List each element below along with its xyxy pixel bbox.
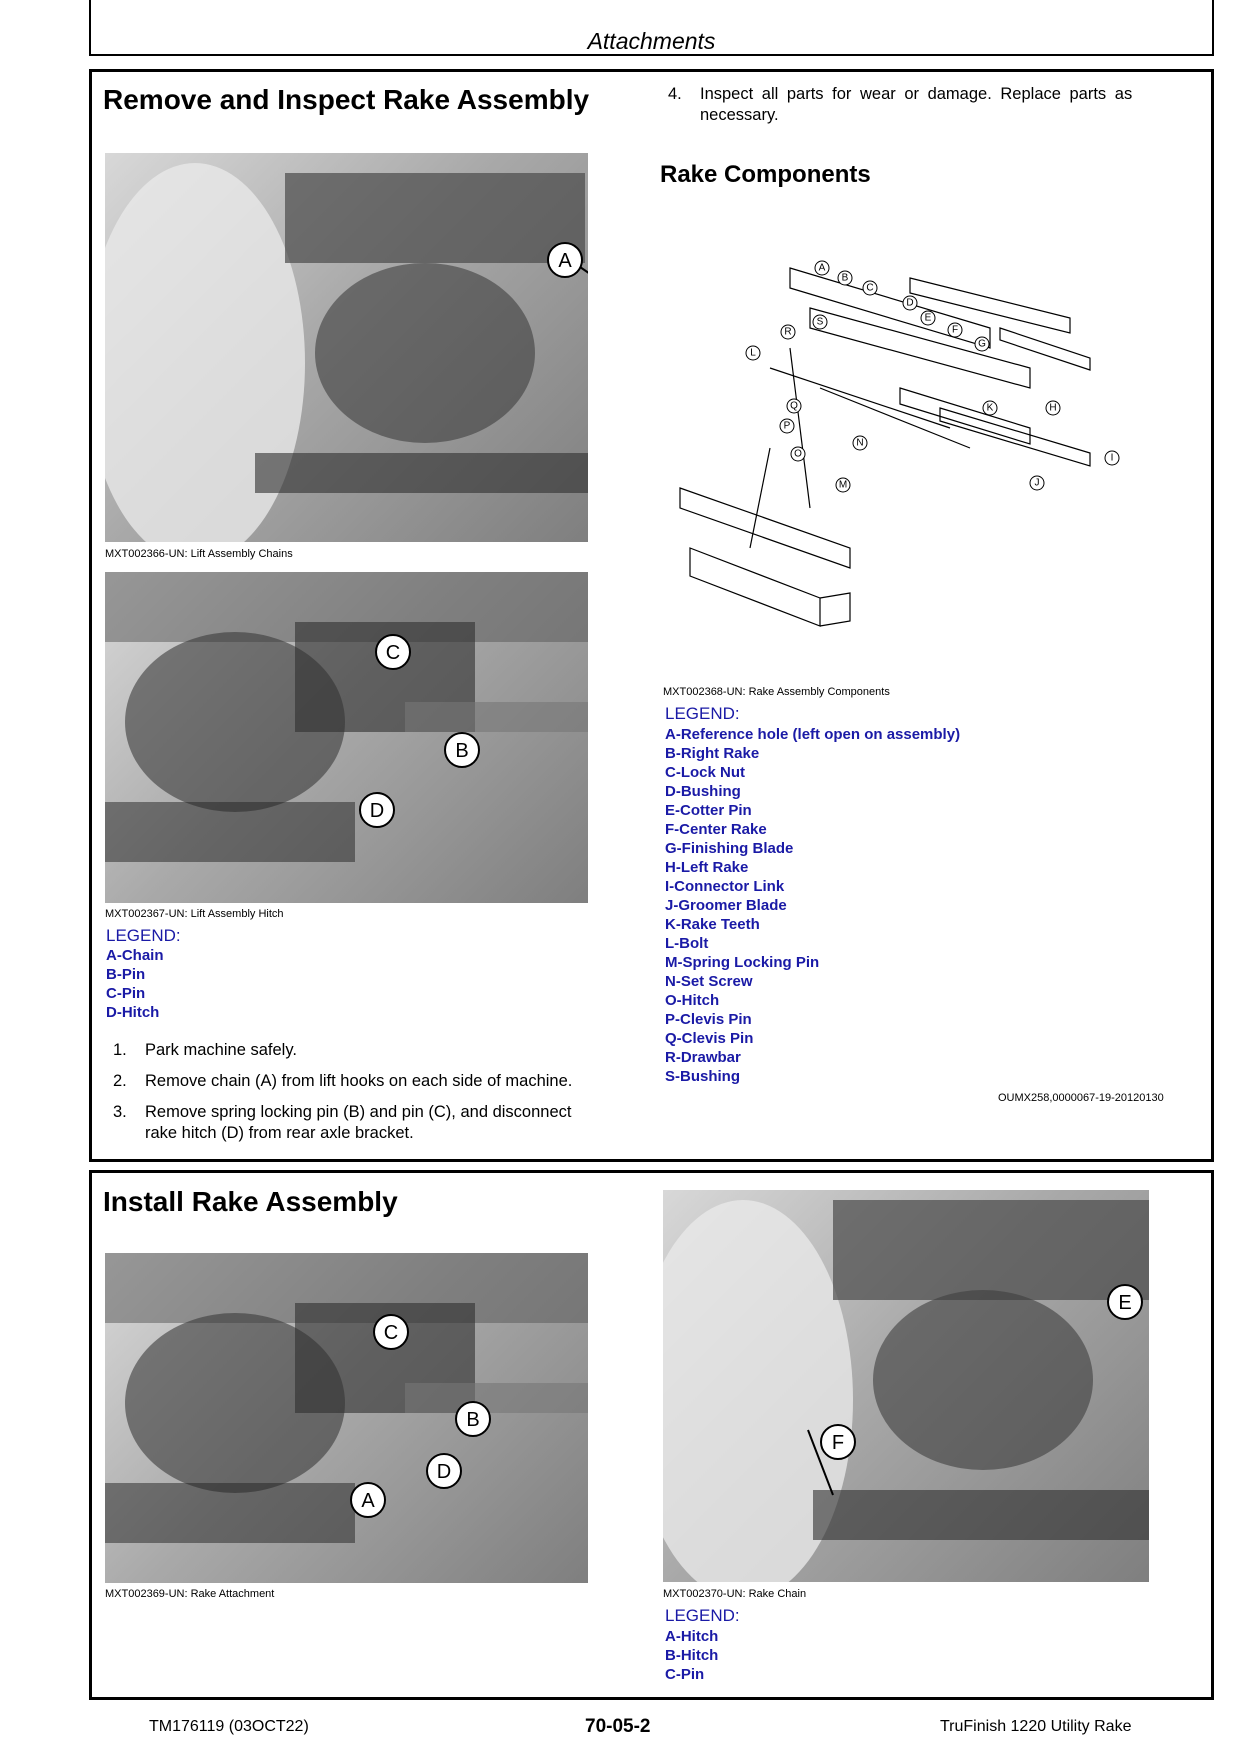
footer-doc-id: TM176119 (03OCT22) [149,1718,309,1735]
legend2-title: LEGEND: [665,704,740,723]
svg-text:B: B [455,740,469,762]
svg-text:F: F [831,1432,845,1454]
legend2-item: K-Rake Teeth [665,916,760,933]
callout-b-install [453,1399,493,1439]
legend2-item: I-Connector Link [665,878,785,895]
callout-a [545,240,585,280]
step-text: Remove chain (A) from lift hooks on each side of machine. [145,1072,573,1090]
svg-text:N: N [856,437,864,449]
step-4 [668,84,1203,128]
svg-text:A: A [558,250,572,272]
legend2-item: F-Center Rake [665,821,767,838]
step-3 [113,1102,653,1146]
figure2-caption: MXT002367-UN: Lift Assembly Hitch [105,908,284,920]
legend2-item: Q-Clevis Pin [665,1030,754,1047]
photo-rake-attachment [105,1253,588,1583]
svg-text:S: S [816,316,824,328]
svg-text:E: E [924,312,932,324]
photo-rake-chain-art [663,1190,1149,1582]
step-text: necessary. [700,106,779,124]
photo-lift-assembly-chains-art [105,153,588,542]
svg-text:D: D [369,800,385,822]
svg-text:L: L [750,347,756,359]
callout-d-install [424,1451,464,1491]
legend1-item: A-Chain [106,947,164,964]
photo-lift-assembly-hitch-art [105,572,588,903]
step-text: Remove spring locking pin (B) and pin (C), and disconnect [145,1103,572,1121]
photo-rake-attachment-art [105,1253,588,1583]
step-number: 1. [113,1041,127,1059]
legend1-item: B-Pin [106,966,146,983]
step-text: Inspect all parts for wear or damage. Replace parts as [700,85,1133,103]
section2-title: Install Rake Assembly [103,1186,398,1217]
svg-text:R: R [784,326,792,338]
legend3-title: LEGEND: [665,1606,740,1625]
figure5-caption: MXT002370-UN: Rake Chain [663,1588,807,1600]
step-text: Park machine safely. [145,1041,297,1059]
step-2 [113,1071,653,1093]
photo-lift-assembly-hitch [105,572,588,903]
svg-text:D: D [906,297,914,309]
legend2-item: D-Bushing [665,783,741,800]
callout-e [1105,1282,1145,1322]
legend2-item: E-Cotter Pin [665,802,752,819]
svg-text:C: C [385,642,401,664]
step-number: 3. [113,1103,127,1121]
svg-text:Q: Q [790,400,798,412]
svg-text:O: O [794,448,802,460]
footer-page-number: 70-05-2 [585,1716,651,1737]
legend2-item: P-Clevis Pin [665,1011,752,1028]
photo-rake-chain [663,1190,1149,1582]
page-header-title: Attachments [587,28,716,54]
svg-text:P: P [783,420,791,432]
legend1-item: D-Hitch [106,1004,160,1021]
svg-text:M: M [838,479,848,491]
svg-text:F: F [951,324,959,336]
section1-title: Remove and Inspect Rake Assembly [103,84,590,115]
svg-text:C: C [866,282,874,294]
callout-a-install [348,1480,388,1520]
svg-text:H: H [1049,402,1057,414]
rake-components-diagram [670,248,1120,658]
step-1 [113,1040,653,1062]
legend3-item: C-Pin [665,1666,705,1683]
svg-text:A: A [361,1490,375,1512]
legend2-item: B-Right Rake [665,745,760,762]
callout-d [357,790,397,830]
legend2-item: C-Lock Nut [665,764,745,781]
legend2-item: N-Set Screw [665,973,753,990]
step-number: 2. [113,1072,127,1090]
legend3-item: A-Hitch [665,1628,719,1645]
legend2-item: A-Reference hole (left open on assembly) [665,726,961,743]
callout-b [442,730,482,770]
legend1-item: C-Pin [106,985,146,1002]
figure3-caption: MXT002368-UN: Rake Assembly Components [663,686,890,698]
legend2-item: J-Groomer Blade [665,897,787,914]
legend2-list [665,725,960,1086]
svg-text:I: I [1110,452,1114,464]
legend2-item: S-Bushing [665,1068,740,1085]
legend2-item: R-Drawbar [665,1049,741,1066]
svg-text:C: C [383,1322,399,1344]
callout-c [373,632,413,672]
legend1-list [106,946,164,1022]
legend2-item: L-Bolt [665,935,709,952]
figure4-caption: MXT002369-UN: Rake Attachment [105,1588,275,1600]
svg-text:K: K [986,402,994,414]
legend2-item: O-Hitch [665,992,720,1009]
footer-product-name: TruFinish 1220 Utility Rake [940,1718,1132,1735]
legend2-item: H-Left Rake [665,859,749,876]
legend2-item: G-Finishing Blade [665,840,794,857]
figure1-caption: MXT002366-UN: Lift Assembly Chains [105,548,293,560]
callout-c-install [371,1312,411,1352]
svg-text:J: J [1034,477,1040,489]
step-text: rake hitch (D) from rear axle bracket. [145,1124,414,1142]
legend1-title: LEGEND: [106,926,181,945]
step-number: 4. [668,85,682,103]
svg-text:G: G [978,338,986,350]
legend2-item: M-Spring Locking Pin [665,954,820,971]
legend3-list [665,1627,718,1684]
svg-text:B: B [466,1409,480,1431]
callout-f [818,1422,858,1462]
reference-code: OUMX258,0000067-19-20120130 [998,1092,1164,1104]
photo-lift-assembly-chains [105,153,588,542]
components-title: Rake Components [660,161,871,188]
svg-text:A: A [818,262,826,274]
legend3-item: B-Hitch [665,1647,719,1664]
svg-text:B: B [841,272,849,284]
svg-text:D: D [436,1461,452,1483]
svg-text:E: E [1118,1292,1132,1314]
